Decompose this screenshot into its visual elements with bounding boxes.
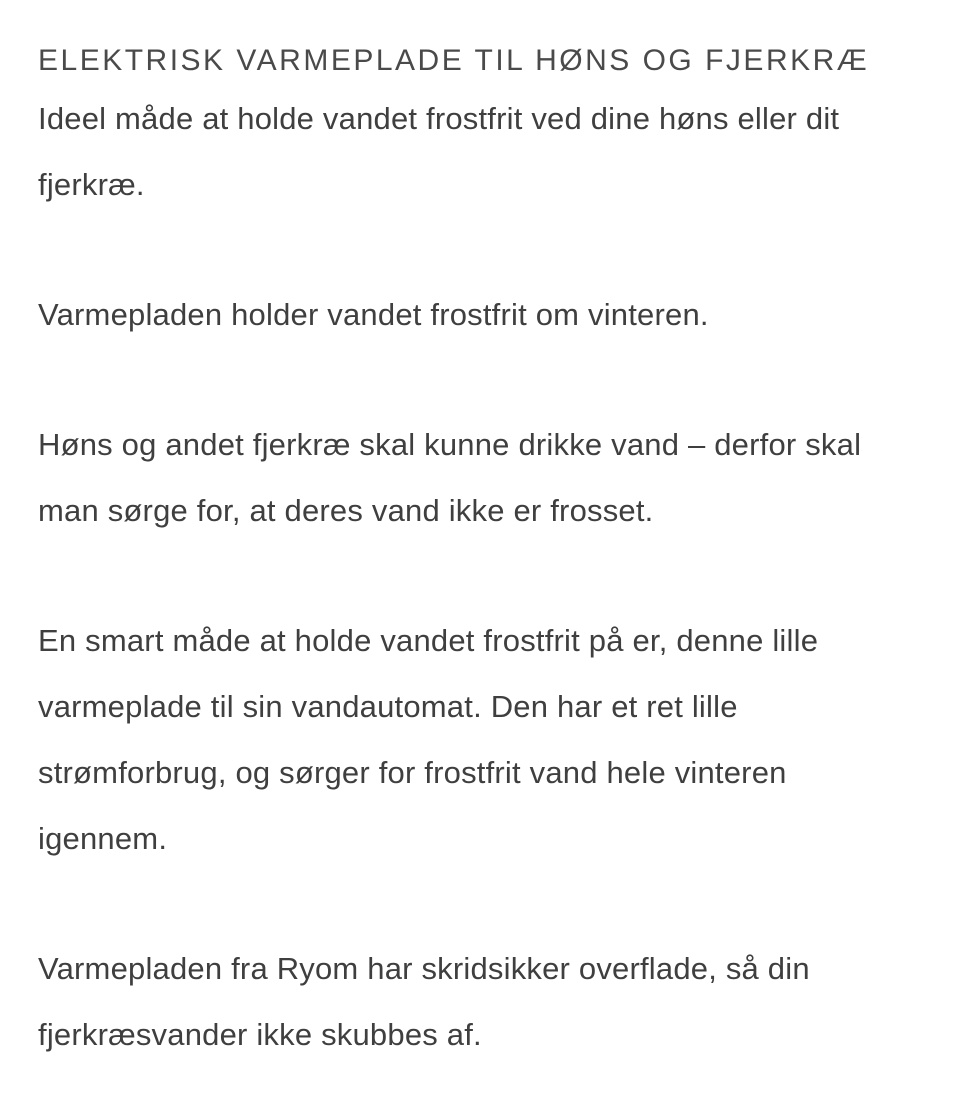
description-paragraph-power-usage: En smart måde at holde vandet frostfrit på er, denne lille varmeplade til sin vandautomat. Den har et ret lille strømforbrug, og sørger for frostfrit vand hele vinteren igennem. [38, 623, 819, 856]
product-heading: ELEKTRISK VARMEPLADE TIL HØNS OG FJERKRÆ [38, 44, 870, 77]
description-paragraph-intro: Ideel måde at holde vandet frostfrit ved dine høns eller dit fjerkræ. [38, 101, 840, 202]
description-paragraph-drinking-water: Høns og andet fjerkræ skal kunne drikke vand – derfor skal man sørge for, at deres vand ikke er frosset. [38, 427, 862, 528]
description-paragraph-surface: Varmepladen fra Ryom har skridsikker overflade, så din fjerkræsvander ikke skubbes af. [38, 951, 810, 1052]
product-description [38, 38, 918, 1068]
description-paragraph-winter: Varmepladen holder vandet frostfrit om vinteren. [38, 297, 709, 332]
